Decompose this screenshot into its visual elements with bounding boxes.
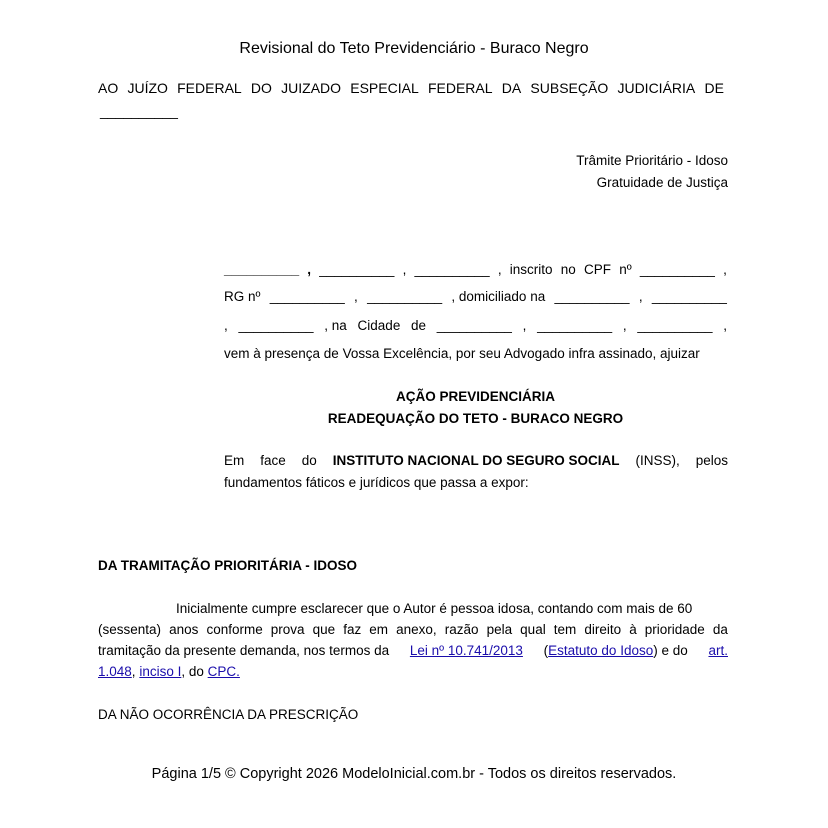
- action-title: AÇÃO PREVIDENCIÁRIA: [395, 389, 555, 404]
- city-blank: __________: [436, 318, 512, 333]
- paragraph-line-3: [98, 643, 728, 658]
- rg-blank: __________: [269, 289, 345, 304]
- paragraph-line-1: Inicialmente cumpre esclarecer que o Autor é pessoa idosa, contando com mais de 60: [176, 601, 693, 616]
- separator: ,: [723, 318, 727, 333]
- court-word: FEDERAL: [177, 80, 242, 96]
- word: CPF: [584, 262, 611, 277]
- text: , do: [181, 664, 204, 679]
- word: do: [301, 453, 317, 468]
- section-heading-priority: DA TRAMITAÇÃO PRIORITÁRIA - IDOSO: [98, 558, 357, 573]
- word: qual: [520, 622, 546, 637]
- separator: ,: [622, 318, 627, 333]
- court-word: JUDICIÁRIA: [617, 80, 696, 96]
- link-estatuto-idoso[interactable]: Estatuto do Idoso: [548, 643, 654, 658]
- separator: ,: [723, 262, 727, 277]
- defendant-name: INSTITUTO NACIONAL DO SEGURO SOCIAL: [332, 453, 620, 468]
- action-subtitle: READEQUAÇÃO DO TETO - BURACO NEGRO: [327, 411, 624, 426]
- gratuity-note: Gratuidade de Justiça: [596, 175, 728, 190]
- qualification-line-3: [224, 318, 727, 333]
- court-word: FEDERAL: [427, 80, 493, 96]
- word: pela: [486, 622, 513, 637]
- separator: ,: [522, 318, 527, 333]
- court-word: JUIZADO: [281, 80, 342, 96]
- blank: __________: [238, 318, 314, 333]
- separator: ,: [224, 318, 228, 333]
- separator: ,: [402, 262, 407, 277]
- word: tem: [553, 622, 577, 637]
- separator: ,: [497, 262, 502, 277]
- defendant-line-2: fundamentos fáticos e jurídicos que passa a expor:: [224, 475, 529, 490]
- blank: __________: [537, 318, 613, 333]
- qualification-line-2: [224, 289, 727, 304]
- word: anos: [169, 622, 199, 637]
- document-title: Revisional do Teto Previdenciário - Buraco Negro: [239, 40, 589, 57]
- section-heading-prescription: DA NÃO OCORRÊNCIA DA PRESCRIÇÃO: [98, 707, 359, 722]
- text: ) e do: [653, 643, 688, 658]
- word: conforme: [206, 622, 263, 637]
- word: no: [560, 262, 576, 277]
- court-addressee: [98, 80, 724, 96]
- separator: ,: [307, 262, 312, 277]
- nationality-blank: __________: [319, 262, 395, 277]
- word: em: [369, 622, 389, 637]
- page-footer: Página 1/5 © Copyright 2026 ModeloInicial.com.br - Todos os direitos reservados.: [151, 766, 677, 782]
- word: anexo,: [396, 622, 437, 637]
- word: razão: [444, 622, 479, 637]
- word: da: [712, 622, 728, 637]
- word: (sessenta): [98, 622, 162, 637]
- text-segment: [410, 643, 523, 658]
- separator: ,: [638, 289, 643, 304]
- word: (INSS),: [635, 453, 680, 468]
- court-word: DO: [250, 80, 272, 96]
- cpf-blank: __________: [639, 262, 715, 277]
- word: pelos: [695, 453, 728, 468]
- defendant-line-1: [224, 453, 728, 468]
- court-location-blank: __________: [100, 103, 178, 119]
- text-segment: tramitação da presente demanda, nos termos da: [98, 643, 390, 658]
- text-segment: [544, 643, 688, 658]
- court-word: AO: [98, 80, 119, 96]
- paren: (: [543, 643, 549, 658]
- word: nº: [619, 262, 632, 277]
- court-word: SUBSEÇÃO: [530, 80, 609, 96]
- link-art-1048[interactable]: art.: [708, 643, 728, 658]
- court-word: DE: [704, 80, 724, 96]
- qualification-line-1: [224, 262, 727, 277]
- word: faz: [343, 622, 362, 637]
- court-word: JUÍZO: [127, 80, 168, 96]
- word: direito: [584, 622, 622, 637]
- link-art-1048-cont[interactable]: 1.048: [98, 664, 132, 679]
- word: à: [629, 622, 637, 637]
- word: inscrito: [509, 262, 553, 277]
- court-word: DA: [501, 80, 522, 96]
- word: prova: [270, 622, 305, 637]
- priority-note: Trâmite Prioritário - Idoso: [576, 153, 728, 168]
- paragraph-line-4: [98, 664, 240, 679]
- separator: ,: [131, 664, 136, 679]
- address-blank: __________: [554, 289, 630, 304]
- text-segment: [708, 643, 728, 658]
- word: de: [411, 318, 427, 333]
- name-blank: __________: [224, 262, 300, 277]
- word: que: [312, 622, 336, 637]
- qualification-line-4: vem à presença de Vossa Excelência, por seu Advogado infra assinado, ajuizar: [224, 346, 700, 361]
- word: prioridade: [644, 622, 705, 637]
- blank: __________: [367, 289, 443, 304]
- blank: __________: [651, 289, 727, 304]
- blank: __________: [637, 318, 713, 333]
- word: RG nº: [224, 289, 261, 304]
- link-cpc[interactable]: CPC.: [207, 664, 240, 679]
- word: , domiciliado na: [451, 289, 546, 304]
- word: Em: [224, 453, 245, 468]
- link-inciso-i[interactable]: inciso I: [139, 664, 182, 679]
- separator: ,: [354, 289, 358, 304]
- word: , na: [324, 318, 347, 333]
- word: face: [260, 453, 286, 468]
- link-lei-10741[interactable]: Lei nº 10.741/2013: [409, 643, 523, 658]
- court-word: ESPECIAL: [350, 80, 419, 96]
- word: Cidade: [357, 318, 401, 333]
- paragraph-line-2: [98, 622, 728, 637]
- civil-status-blank: __________: [414, 262, 490, 277]
